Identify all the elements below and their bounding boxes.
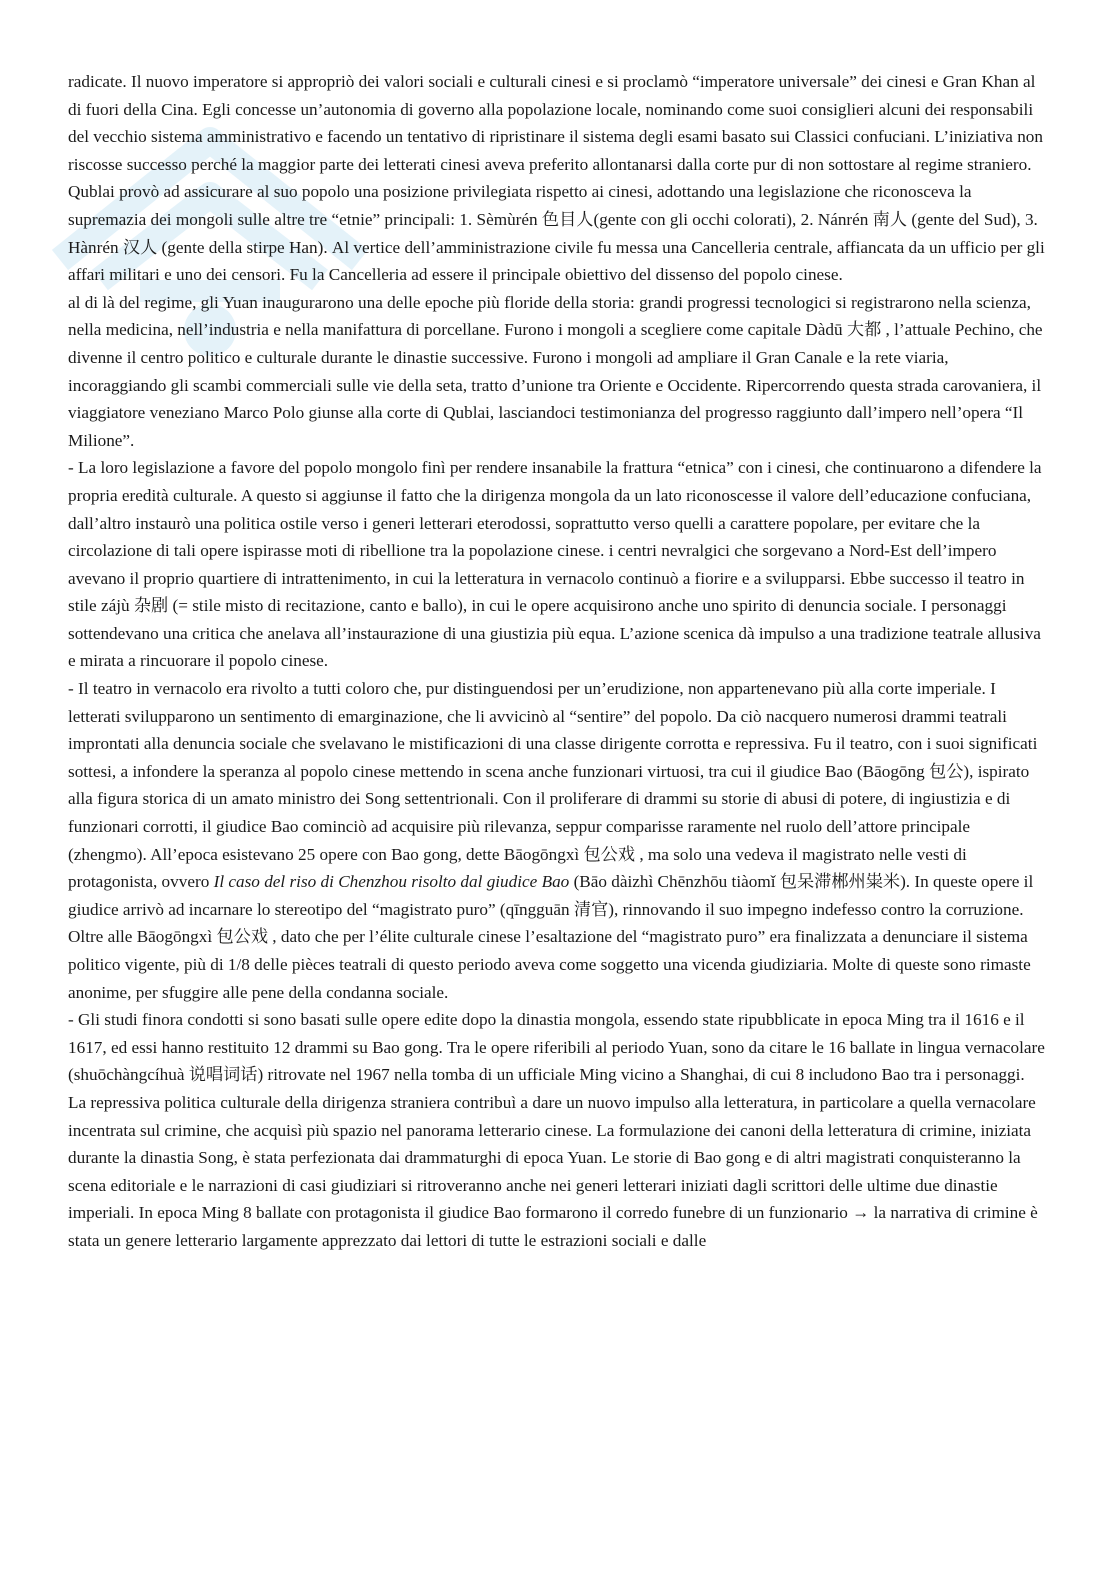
paragraph — [68, 1006, 1050, 1089]
paragraph — [68, 454, 1050, 675]
paragraph — [68, 289, 1050, 455]
paragraph-text: - Gli studi finora condotti si sono basati sulle opere edite dopo la dinastia mongola, essendo state ripubblicate in epoca Ming tra il 1616 e il 1617, ed essi hanno restituito 12 drammi su Bao gong. Tra le opere riferibili al periodo Yuan, sono da citare le 16 ballate in lingua vernacolare (shuōchàngcíhuà 说唱词话) ritrovate nel 1967 nella tomba di un ufficiale Ming vicino a Shanghai, di cui 8 includono Bao tra i personaggi. — [68, 1010, 1045, 1085]
document-page — [68, 68, 1050, 1558]
paragraph-text: La repressiva politica culturale della dirigenza straniera contribuì a dare un nuovo impulso alla letteratura, in particolare a quella vernacolare incentrata sul crimine, che acquisì più spazio nel panorama letterario cinese. La formulazione dei canoni della letteratura di crimine, iniziata durante la dinastia Song, è stata perfezionata dai drammaturghi di epoca Yuan. Le storie di Bao gong e di altri magistrati conquisteranno la scena editoriale e le narrazioni di casi giudiziari si ritroveranno anche nei generi letterari iniziati dagli scrittori delle ultime due dinastie imperiali. In epoca Ming 8 ballate con protagonista il giudice Bao formarono il corredo funebre di un funzionario → la narrativa di crimine è stata un genere letterario largamente apprezzato dai lettori di tutte le estrazioni sociali e dalle — [68, 1092, 1038, 1250]
paragraph-text: (Bāo dàizhì Chēnzhōu tiàomǐ 包呆滞郴州粜米). In queste opere il giudice arrivò ad incarnare lo stereotipo del “magistrato puro” (qīngguān 清官), rinnovando il suo impegno indefesso contro la corruzione. Oltre alle Bāogōngxì 包公戏 , dato che per l’élite culturale cinese l’esaltazione del “magistrato puro” era finalizzata a denunciare il sistema politico vigente, più di 1/8 delle pièces teatrali di questo periodo aveva come soggetto una vicenda giudiziaria. Molte di queste sono rimaste anonime, per sfuggire alle pene della condanna sociale. — [68, 872, 1034, 1002]
paragraph — [68, 675, 1050, 1006]
paragraph-text: - La loro legislazione a favore del popolo mongolo finì per rendere insanabile la frattura “etnica” con i cinesi, che continuarono a difendere la propria eredità culturale. A questo si aggiunse il fatto che la dirigenza mongola da un lato riconoscesse il valore dell’educazione confuciana, dall’altro instaurò una politica ostile verso i generi letterari eterodossi, soprattutto verso quelli a carattere popolare, per evitare che la circolazione di tali opere ispirasse moti di ribellione tra la popolazione cinese. i centri nevralgici che sorgevano a Nord-Est dell’impero avevano il proprio quartiere di intrattenimento, in cui la letteratura in vernacolo continuò a fiorire e a svilupparsi. Ebbe successo il teatro in stile zájù 杂剧 (= stile misto di recitazione, canto e ballo), in cui le opere acquisirono anche uno spirito di denuncia sociale. I personaggi sottendevano una critica che anelava all’instaurazione di una giustizia più equa. L’azione scenica dà impulso a una tradizione teatrale allusiva e mirata a rincuorare il popolo cinese. — [68, 458, 1042, 671]
paragraph-text: - Il teatro in vernacolo era rivolto a tutti coloro che, pur distinguendosi per un’erudizione, non appartenevano più alla corte imperiale. I letterati svilupparono un sentimento di emarginazione, che li avvicinò al “sentire” del popolo. Da ciò nacquero numerosi drammi teatrali improntati alla denuncia sociale che svelavano le mistificazioni di una classe dirigente corrotta e repressiva. Fu il teatro, con i suoi significati sottesi, a infondere la speranza al popolo cinese mettendo in scena anche funzionari virtuosi, tra cui il giudice Bao (Bāogōng 包公), ispirato alla figura storica di un amato ministro dei Song settentrionali. Con il proliferare di drammi su storie di abusi di potere, di ingiustizia e di funzionari corrotti, il giudice Bao cominciò ad acquisire più rilevanza, seppur comparisse raramente nel ruolo dell’attore principale (zhengmo). All’epoca esistevano 25 opere con Bao gong, dette Bāogōngxì 包公戏 , ma solo una vedeva il magistrato nelle vesti di protagonista, ovvero — [68, 679, 1038, 892]
paragraph — [68, 1089, 1050, 1255]
italic-title: Il caso del riso di Chenzhou risolto dal giudice Bao — [213, 872, 570, 892]
paragraph-text: al di là del regime, gli Yuan inaugurarono una delle epoche più floride della storia: grandi progressi tecnologici si registrarono nella scienza, nella medicina, nell’industria e nella manifattura di porcellane. Furono i mongoli a scegliere come capitale Dàdū 大都 , l’attuale Pechino, che divenne il centro politico e culturale durante le dinastie successive. Furono i mongoli ad ampliare il Gran Canale e la rete viaria, incoraggiando gli scambi commerciali sulle vie della seta, tratto d’unione tra Oriente e Occidente. Ripercorrendo questa strada carovaniera, il viaggiatore veneziano Marco Polo giunse alla corte di Qublai, lasciandoci testimonianza del progresso raggiunto dall’impero nell’opera “Il Milione”. — [68, 292, 1043, 450]
paragraph — [68, 68, 1050, 289]
paragraph-text: radicate. Il nuovo imperatore si appropriò dei valori sociali e culturali cinesi e si proclamò “imperatore universale” dei cinesi e Gran Khan al di fuori della Cina. Egli concesse un’autonomia di governo alla popolazione locale, nominando come suoi consiglieri alcuni dei responsabili del vecchio sistema amministrativo e facendo un tentativo di ripristinare il sistema degli esami basato sui Classici confuciani. L’iniziativa non riscosse successo perché la maggior parte dei letterati cinesi aveva preferito allontanarsi dalla corte pur di non sottostare al regime straniero. Qublai provò ad assicurare al suo popolo una posizione privilegiata rispetto ai cinesi, adottando una legislazione che riconosceva la supremazia dei mongoli sulle altre tre “etnie” principali: 1. Sèmùrén 色目人(gente con gli occhi colorati), 2. Nánrén 南人 (gente del Sud), 3. Hànrén 汉人 (gente della stirpe Han). Al vertice dell’amministrazione civile fu messa una Cancelleria centrale, affiancata da un ufficio per gli affari militari e uno dei censori. Fu la Cancelleria ad essere il principale obiettivo del dissenso del popolo cinese. — [68, 72, 1045, 285]
